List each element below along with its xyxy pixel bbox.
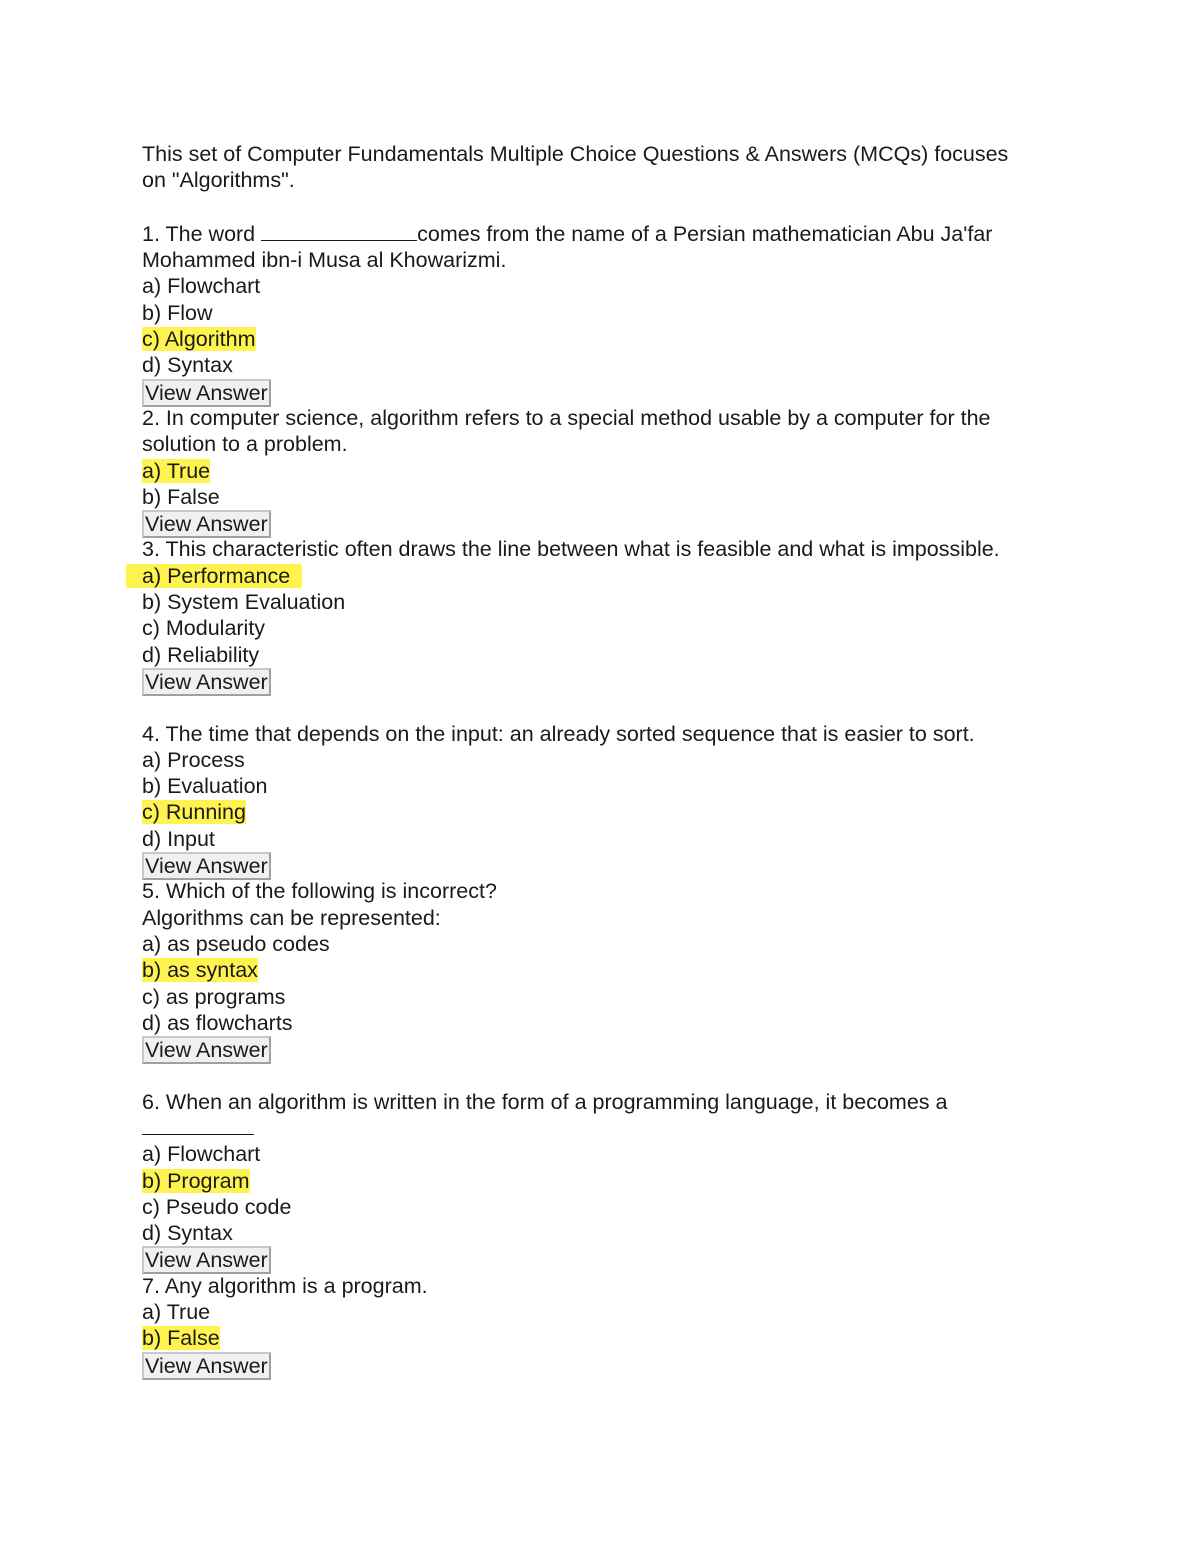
question-1-prefix: 1. The word — [142, 221, 262, 246]
view-answer-button-6[interactable]: View Answer — [142, 1246, 271, 1274]
question-7-text: 7. Any algorithm is a program. — [142, 1273, 428, 1298]
question-4-option-b: b) Evaluation — [142, 774, 268, 799]
question-3-option-c: c) Modularity — [142, 616, 266, 641]
spacer — [142, 694, 1072, 720]
question-6-option-d: d) Syntax — [142, 1221, 233, 1246]
question-1-text-line-2: Mohammed ibn-i Musa al Khowarizmi. — [142, 248, 507, 273]
question-4-text: 4. The time that depends on the input: an already sorted sequence that is easier to sort. — [142, 721, 975, 746]
question-5-option-d: d) as flowcharts — [142, 1010, 293, 1035]
question-7-option-a: a) True — [142, 1300, 211, 1325]
view-answer-button-5[interactable]: View Answer — [142, 1036, 271, 1064]
highlighted-answer: c) Algorithm — [142, 327, 256, 352]
intro-line-1: This set of Computer Fundamentals Multiple Choice Questions & Answers (MCQs) focuses — [142, 142, 1009, 166]
question-5-option-c: c) as programs — [142, 984, 286, 1009]
intro-line-2: on "Algorithms". — [142, 168, 295, 193]
question-6-blank-line — [142, 1115, 1072, 1141]
question-5-text-line-2: Algorithms can be represented: — [142, 905, 441, 930]
highlighted-answer: a) True — [142, 458, 211, 483]
question-5-text: 5. Which of the following is incorrect? — [142, 879, 497, 904]
question-4-option-a: a) Process — [142, 747, 245, 772]
question-3-option-a — [142, 563, 1072, 589]
question-5-option-b — [142, 957, 1072, 983]
question-1-suffix: comes from the name of a Persian mathematician Abu Ja'far — [417, 221, 993, 246]
highlighted-answer: b) False — [142, 1326, 220, 1351]
fill-in-blank — [142, 1116, 254, 1135]
highlighted-answer: c) Running — [142, 800, 246, 825]
highlighted-answer: b) as syntax — [142, 958, 258, 983]
question-4-option-c — [142, 799, 1072, 825]
question-2-text: 2. In computer science, algorithm refers to a special method usable by a computer for the — [142, 405, 991, 430]
view-answer-button-4[interactable]: View Answer — [142, 852, 271, 880]
spacer — [142, 194, 1072, 220]
question-3-option-d: d) Reliability — [142, 642, 260, 667]
question-2-option-a — [142, 458, 1072, 484]
question-1-option-d: d) Syntax — [142, 353, 233, 378]
question-5-option-a: a) as pseudo codes — [142, 931, 330, 956]
highlighted-answer: b) Program — [142, 1168, 250, 1193]
document-page — [142, 141, 1072, 1378]
view-answer-button-7[interactable]: View Answer — [142, 1352, 271, 1380]
highlighted-answer: a) Performance — [126, 564, 302, 588]
question-2-option-b: b) False — [142, 484, 220, 509]
question-6-option-a: a) Flowchart — [142, 1142, 261, 1167]
question-1-option-c — [142, 326, 1072, 352]
question-2-text-line-2: solution to a problem. — [142, 432, 348, 457]
question-7-option-b — [142, 1325, 1072, 1351]
question-6-option-c: c) Pseudo code — [142, 1194, 292, 1219]
view-answer-button-2[interactable]: View Answer — [142, 510, 271, 538]
question-6-text: 6. When an algorithm is written in the form of a programming language, it becomes a — [142, 1089, 948, 1114]
view-answer-button-3[interactable]: View Answer — [142, 668, 271, 696]
question-1-option-b: b) Flow — [142, 300, 213, 325]
question-4-option-d: d) Input — [142, 826, 215, 851]
spacer — [142, 1062, 1072, 1088]
question-3-option-b: b) System Evaluation — [142, 590, 346, 615]
question-6-option-b — [142, 1168, 1072, 1194]
question-3-text: 3. This characteristic often draws the line between what is feasible and what is impossible. — [142, 537, 1000, 562]
question-1-text — [142, 220, 1072, 247]
fill-in-blank — [261, 220, 417, 241]
view-answer-button-1[interactable]: View Answer — [142, 379, 271, 407]
question-1-option-a: a) Flowchart — [142, 274, 261, 299]
